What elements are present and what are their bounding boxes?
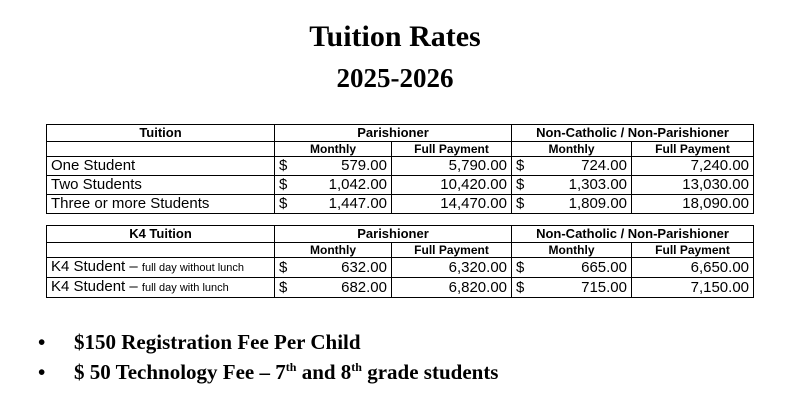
non-parishioner-monthly: 665.00 [538, 258, 632, 278]
parishioner-full: 5,790.00 [392, 157, 512, 176]
full-payment-header: Full Payment [392, 243, 512, 258]
blank-cell [47, 243, 275, 258]
row-label-detail: full day without lunch [141, 262, 245, 274]
monthly-header: Monthly [275, 243, 392, 258]
list-item [38, 327, 498, 357]
parishioner-monthly: 682.00 [301, 278, 392, 298]
school-year: 2025-2026 [336, 63, 454, 93]
k4-tuition-header: K4 Tuition [47, 226, 275, 243]
row-label-main: K4 Student [51, 278, 126, 295]
currency-sign: $ [275, 157, 301, 176]
parishioner-monthly: 1,447.00 [301, 195, 392, 214]
page-title: Tuition Rates [309, 20, 481, 53]
non-parishioner-full: 7,150.00 [632, 278, 754, 298]
row-label-detail: full day with lunch [141, 282, 229, 294]
currency-sign: $ [512, 176, 538, 195]
row-label-main: K4 Student [51, 258, 126, 275]
currency-sign: $ [275, 278, 301, 298]
non-parishioner-full: 13,030.00 [632, 176, 754, 195]
table-row [47, 258, 754, 278]
currency-sign: $ [275, 176, 301, 195]
non-parishioner-full: 7,240.00 [632, 157, 754, 176]
bullet-icon: • [38, 330, 46, 354]
currency-sign: $ [512, 258, 538, 278]
row-label-sep: – [125, 278, 142, 295]
k4-tuition-table [46, 225, 754, 298]
ordinal-suffix: th [351, 360, 362, 374]
bullet-icon: • [38, 360, 46, 384]
monthly-header: Monthly [275, 142, 392, 157]
non-parishioner-monthly: 1,809.00 [538, 195, 632, 214]
table-row [47, 195, 754, 214]
parishioner-monthly: 632.00 [301, 258, 392, 278]
fees-list [38, 327, 498, 387]
table-row [47, 176, 754, 195]
currency-sign: $ [275, 195, 301, 214]
parishioner-full: 6,320.00 [392, 258, 512, 278]
monthly-header: Monthly [512, 142, 632, 157]
non-parishioner-full: 18,090.00 [632, 195, 754, 214]
currency-sign: $ [275, 258, 301, 278]
monthly-header: Monthly [512, 243, 632, 258]
tuition-table [46, 124, 754, 214]
registration-fee: $150 Registration Fee Per Child [74, 330, 361, 354]
technology-fee-prefix: $ 50 Technology Fee – 7 [74, 360, 286, 384]
non-parishioner-header: Non-Catholic / Non-Parishioner [512, 226, 754, 243]
parishioner-full: 6,820.00 [392, 278, 512, 298]
full-payment-header: Full Payment [632, 142, 754, 157]
table-row [47, 157, 754, 176]
list-item [38, 357, 498, 387]
parishioner-monthly: 1,042.00 [301, 176, 392, 195]
non-parishioner-header: Non-Catholic / Non-Parishioner [512, 125, 754, 142]
technology-fee-middle: and 8 [296, 360, 352, 384]
parishioner-monthly: 579.00 [301, 157, 392, 176]
row-label: Three or more Students [47, 195, 275, 214]
parishioner-full: 10,420.00 [392, 176, 512, 195]
non-parishioner-monthly: 715.00 [538, 278, 632, 298]
technology-fee [74, 360, 498, 384]
parishioner-header: Parishioner [275, 125, 512, 142]
parishioner-full: 14,470.00 [392, 195, 512, 214]
tuition-header: Tuition [47, 125, 275, 142]
row-label [47, 278, 275, 298]
non-parishioner-full: 6,650.00 [632, 258, 754, 278]
row-label: Two Students [47, 176, 275, 195]
full-payment-header: Full Payment [632, 243, 754, 258]
parishioner-header: Parishioner [275, 226, 512, 243]
full-payment-header: Full Payment [392, 142, 512, 157]
row-label-sep: – [125, 258, 142, 275]
currency-sign: $ [512, 157, 538, 176]
technology-fee-suffix: grade students [361, 360, 499, 384]
non-parishioner-monthly: 1,303.00 [538, 176, 632, 195]
row-label: One Student [47, 157, 275, 176]
ordinal-suffix: th [285, 360, 297, 374]
table-row [47, 278, 754, 298]
non-parishioner-monthly: 724.00 [538, 157, 632, 176]
currency-sign: $ [512, 278, 538, 298]
currency-sign: $ [512, 195, 538, 214]
row-label [47, 258, 275, 278]
blank-cell [47, 142, 275, 157]
